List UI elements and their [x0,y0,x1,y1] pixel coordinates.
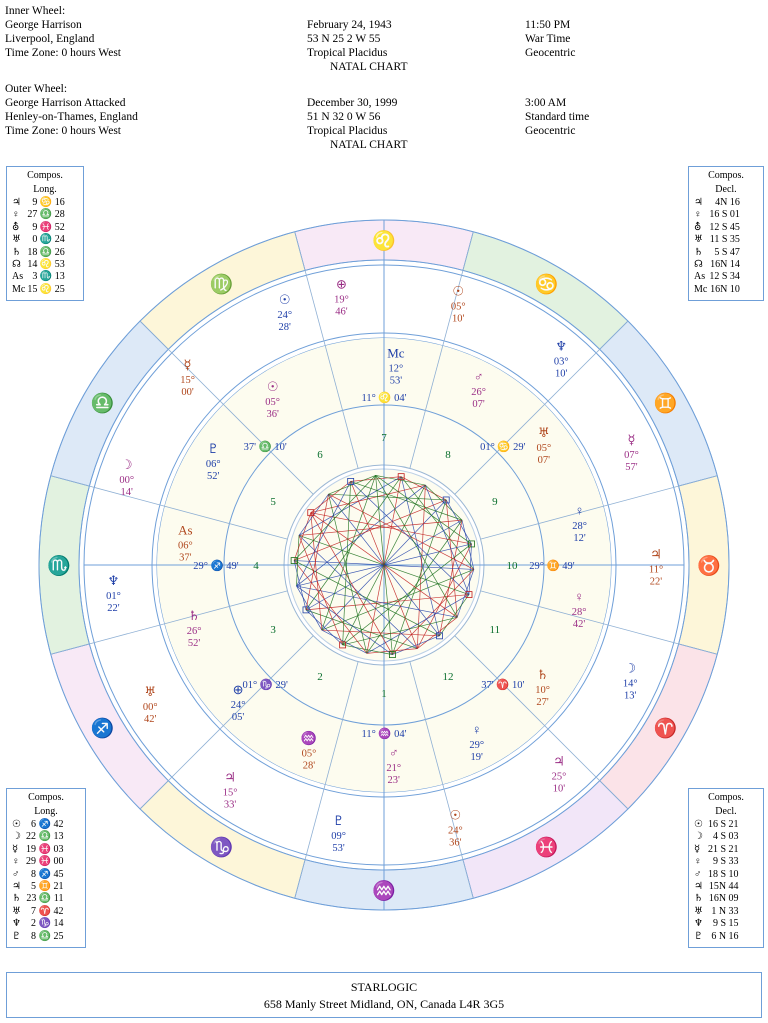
planet-sun-leo-inner [265,379,280,420]
planet-symbol: ♄ [188,607,200,623]
planet-symbol: ♇ [332,813,345,829]
planet-minute: 27' [536,696,549,708]
planet-symbol: ♀ [694,856,702,868]
planet-value: 16 S 21 [708,819,739,830]
planet-symbol: ♃ [553,753,565,769]
zodiac-glyph-cancer: ♋ [534,274,559,296]
planet-symbol: ⛢ [12,221,20,233]
box-title-line1: Compos. [28,792,64,803]
house-number-7: 7 [381,432,387,444]
planet-degree: 11° [648,564,664,576]
planet-minute: 07' [472,398,485,410]
planet-symbol: ☿ [627,432,636,448]
planet-value: 1 N 33 [711,905,739,917]
zodiac-glyph-aquarius: ♒ [372,881,396,902]
inner-place: Liverpool, England [5,33,95,45]
planet-minute: 42' [143,713,157,725]
outer-time-kind: Standard time [525,111,590,123]
planet-symbol: ♆ [694,918,703,930]
planet-value: 8 ♎ 25 [31,930,64,942]
box-title-line1: Compos. [708,170,744,181]
planet-sun [451,283,466,324]
cusp-label: 37' ♎ 10' [243,442,287,454]
planet-degree: 25° [551,771,567,783]
house-number-1: 1 [381,688,387,700]
planet-symbol: As [178,522,193,538]
planet-symbol: ♄ [694,893,703,905]
planet-symbol: ☿ [694,843,701,855]
planet-minute: 57' [625,462,638,474]
inner-timezone: Time Zone: 0 hours West [5,47,121,59]
planet-value: 6 ♐ 42 [31,819,64,830]
zodiac-glyph-libra: ♎ [90,393,115,415]
astrology-wheel [34,160,734,970]
footer-company: STARLOGIC [350,980,418,994]
planet-minute: 28' [302,760,316,772]
planet-degree: 19° [334,294,349,306]
zodiac-glyph-capricorn: ♑ [209,837,234,859]
planet-symbol: ☉ [12,819,21,830]
house-number-6: 6 [317,449,323,462]
house-number-11: 11 [489,624,501,636]
chart-header [0,0,768,155]
planet-symbol: ♆ [107,572,120,588]
planet-symbol: ♇ [694,930,703,942]
house-number-12: 12 [442,670,454,683]
planet-jupiter [649,546,663,587]
house-number-2: 2 [317,670,323,683]
planet-degree: 15° [222,787,238,799]
planet-symbol: ♅ [694,234,703,246]
planet-minute: 14' [120,486,133,498]
planet-value: 15N 44 [708,881,739,893]
planet-value: 3 ♏ 13 [32,271,65,283]
planet-symbol: ☉ [694,819,703,830]
planet-saturn-gemini [187,608,202,649]
planet-symbol: ☽ [624,660,637,676]
zodiac-glyph-taurus: ♉ [697,556,721,577]
planet-minute: 13' [624,690,637,702]
planet-minute: 22' [649,576,663,588]
planet-symbol: As [12,271,24,283]
inner-name: George Harrison [5,19,82,31]
planet-symbol: Mc [694,283,708,295]
planet-symbol: ♅ [694,905,703,917]
planet-degree: 14° [622,678,638,690]
planet-symbol: ♃ [224,769,236,785]
planet-value: 23 ♎ 11 [26,893,64,905]
zodiac-glyph-pisces: ♓ [534,837,559,859]
planet-symbol: ♇ [12,930,21,942]
planet-minute: 22' [107,602,120,614]
footer [6,972,762,1018]
outer-wheel-label: Outer Wheel: [5,83,68,95]
outer-name: George Harrison Attacked [5,97,126,109]
planet-ascendant [178,522,193,563]
planet-symbol: ☉ [449,807,462,823]
planet-degree: 07° [624,450,639,462]
planet-neptune-libra [106,573,121,614]
planet-symbol: ☉ [266,378,279,394]
planet-symbol: ♒ [300,730,318,746]
planet-symbol: ♂ [388,744,399,760]
planet-symbol: Mc [387,345,405,361]
planet-symbol: ♀ [574,589,584,605]
planet-symbol: ♀ [574,503,585,519]
cusp-label: 01° ♋ 29' [480,442,526,454]
house-number-4: 4 [253,560,259,572]
planet-symbol: ♀ [12,209,20,221]
planet-value: 11 S 35 [709,234,740,246]
planet-sun-pisces [448,807,463,848]
zodiac-glyph-gemini: ♊ [653,393,678,415]
planet-value: 8 ♐ 45 [31,868,64,880]
planet-minute: 33' [223,799,237,811]
planet-symbol: ♅ [12,234,21,246]
planet-symbol: ♆ [555,338,568,354]
planet-jupiter-cancer [223,769,238,810]
planet-pluto-virgo [206,441,221,482]
zodiac-glyph-virgo: ♍ [209,274,234,296]
planet-degree: 05° [450,301,466,313]
planet-value: 22 ♎ 13 [26,831,64,843]
planet-pluto [331,813,346,854]
planet-value: 15 ♌ 25 [27,283,65,295]
planet-value: 16 S 01 [709,209,740,221]
planet-symbol: ⊕ [335,276,347,292]
planet-symbol: ♂ [473,368,484,384]
planet-symbol: ♄ [694,246,703,258]
box-title-line1: Compos. [708,792,744,803]
planet-value: 16N 10 [710,283,740,295]
planet-symbol: ☽ [120,456,133,472]
planet-degree: 06° [205,458,221,470]
planet-minute: 00' [181,386,194,398]
planet-symbol: ⊕ [232,681,244,697]
planet-neptune [554,339,569,380]
box-title-line2: Long. [33,183,57,195]
planet-symbol: ☉ [278,291,291,307]
planet-moon [623,661,638,702]
planet-minute: 23' [387,774,400,786]
box-title-line2: Long. [34,805,58,817]
planet-symbol: ♀ [694,209,702,221]
house-number-10: 10 [506,560,518,572]
outer-coords: 51 N 32 0 W 56 [307,111,381,123]
planet-symbol: ♃ [694,197,703,208]
planet-minute: 10' [552,783,566,795]
planet-degree: 26° [186,625,202,637]
outer-chart-type: NATAL CHART [330,139,408,151]
planet-degree: 29° [469,740,485,752]
planet-minute: 52' [187,637,201,649]
planet-saturn [535,667,550,708]
box-title-line1: Compos. [27,170,63,181]
planet-jupiter-outer [552,753,567,794]
planet-value: 16N 09 [708,893,739,905]
outer-timezone: Time Zone: 0 hours West [5,125,121,137]
planet-symbol: ☉ [452,283,465,299]
planet-value: 12 S 45 [709,221,740,233]
planet-value: 4 S 03 [713,831,739,843]
planet-value: 0 ♏ 24 [32,234,65,246]
zodiac-glyph-sagittarius: ♐ [90,718,115,740]
planet-symbol: ♂ [12,868,20,880]
box-title-line2: Decl. [715,805,737,817]
planet-degree: 12° [388,363,404,375]
planet-mercury [624,432,639,473]
planet-minute: 10' [451,313,465,325]
cusp-label: 01° ♑ 29' [242,679,288,691]
planet-value: 5 S 47 [714,246,740,258]
house-number-3: 3 [270,624,276,636]
footer-address: 658 Manly Street Midland, ON, Canada L4R 3G5 [263,997,505,1011]
inner-frame: Geocentric [525,47,576,59]
cusp-label: 29° ♐ 49' [193,561,239,572]
house-number-8: 8 [445,449,451,462]
box-title-line2: Decl. [715,183,737,195]
planet-degree: 28° [571,607,587,619]
zodiac-glyph-scorpio: ♏ [47,556,71,577]
planet-degree: 00° [119,474,135,486]
planet-symbol: ♃ [694,881,703,893]
planet-value: 9 ♋ 16 [32,197,65,208]
planet-degree: 24° [447,825,463,837]
inner-wheel-label: Inner Wheel: [5,5,66,17]
planet-minute: 52' [206,470,220,482]
planet-value: 9 S 15 [713,918,739,930]
planet-symbol: ♄ [536,666,549,682]
planet-minute: 36' [449,837,462,849]
cusp-label: 29° ♊ 49' [529,561,575,572]
planet-symbol: ⛢ [694,221,702,233]
planet-minute: 10' [555,368,568,380]
planet-value: 9 S 33 [713,856,739,868]
planet-minute: 07' [537,454,551,466]
planet-value: 16N 14 [710,259,740,271]
planet-minute: 28' [278,321,291,333]
planet-degree: 10° [535,684,550,696]
planet-value: 18 ♎ 26 [27,246,65,258]
planet-minute: 53' [332,843,345,855]
planet-degree: 01° [106,590,121,602]
planet-symbol: ♅ [538,424,550,440]
planet-value: 12 S 34 [709,271,740,283]
planet-symbol: ☽ [12,831,21,843]
planet-value: 18 S 10 [708,868,739,880]
planet-degree: 15° [180,374,195,386]
planet-value: 9 ♓ 52 [32,221,65,233]
planet-symbol: ♆ [12,918,21,930]
outer-time: 3:00 AM [525,97,567,109]
planet-degree: 03° [553,356,569,368]
planet-minute: 53' [389,375,403,387]
inner-time-kind: War Time [525,33,571,45]
planet-aquarius-pt [301,730,317,771]
inner-date: February 24, 1943 [307,19,392,31]
cusp-label: 11° ♒ 04' [361,729,407,740]
planet-symbol: ☿ [183,356,192,372]
planet-value: 21 S 21 [708,843,739,855]
planet-value: 4N 16 [715,197,740,208]
house-number-9: 9 [492,496,498,508]
outer-system: Tropical Placidus [307,125,388,137]
planet-minute: 12' [573,533,586,545]
planet-symbol: ♃ [12,881,21,893]
planet-degree: 00° [142,701,158,713]
planet-degree: 05° [301,748,317,760]
planet-degree: 24° [277,309,293,321]
planet-value: 6 N 16 [711,930,739,942]
planet-degree: 28° [572,521,587,533]
inner-chart-type: NATAL CHART [330,61,408,73]
planet-value: 5 ♊ 21 [31,881,64,893]
planet-degree: 06° [177,540,193,552]
planet-degree: 05° [536,442,552,454]
planet-symbol: ♄ [12,246,21,258]
planet-value: 2 ♑ 14 [31,918,64,930]
inner-time: 11:50 PM [525,19,571,31]
planet-degree: 24° [230,699,246,711]
planet-value: 7 ♈ 42 [31,905,64,917]
outer-date: December 30, 1999 [307,97,398,109]
planet-symbol: Mc [12,283,26,295]
inner-coords: 53 N 25 2 W 55 [307,33,381,45]
planet-symbol: ♂ [694,868,702,880]
zodiac-glyph-leo: ♌ [372,231,396,252]
planet-value: 14 ♌ 53 [27,259,65,271]
inner-system: Tropical Placidus [307,47,388,59]
planet-part-of-fortune [334,276,349,317]
outer-frame: Geocentric [525,125,576,137]
planet-symbol: ♀ [12,856,20,868]
planet-degree: 05° [265,396,281,408]
planet-uranus [537,425,552,466]
planet-symbol: ☿ [12,843,19,855]
cusp-label: 11° ♌ 04' [361,393,407,404]
planet-value: 19 ♓ 03 [26,843,64,855]
planet-degree: 21° [386,762,402,774]
planet-minute: 05' [231,711,245,723]
planet-symbol: ♅ [144,683,157,699]
zodiac-glyph-aries: ♈ [653,718,678,740]
planet-minute: 37' [179,552,192,564]
planet-minute: 46' [335,306,348,318]
planet-minute: 19' [470,752,483,764]
planet-symbol: ♃ [650,546,662,562]
planet-symbol: ☊ [12,259,21,271]
planet-symbol: ♀ [471,722,482,738]
planet-degree: 09° [331,831,346,843]
planet-minute: 36' [266,408,279,420]
planet-symbol: As [694,271,706,283]
planet-minute: 42' [572,619,586,631]
planet-symbol: ☊ [694,259,703,271]
planet-moon-scorpio [119,457,134,498]
house-number-5: 5 [270,496,276,508]
planet-symbol: ♇ [207,440,220,456]
planet-value: 27 ♎ 28 [27,209,65,221]
outer-place: Henley-on-Thames, England [5,111,138,123]
planet-uranus-gemini [143,684,158,725]
planet-symbol: ♃ [12,197,21,208]
planet-degree: 26° [471,386,486,398]
planet-sun-leo-2 [277,292,292,333]
planet-symbol: ☽ [694,831,703,843]
planet-symbol: ♄ [12,893,21,905]
planet-symbol: ♅ [12,905,21,917]
cusp-label: 37' ♈ 10' [481,679,525,691]
planet-value: 29 ♓ 00 [26,856,64,868]
